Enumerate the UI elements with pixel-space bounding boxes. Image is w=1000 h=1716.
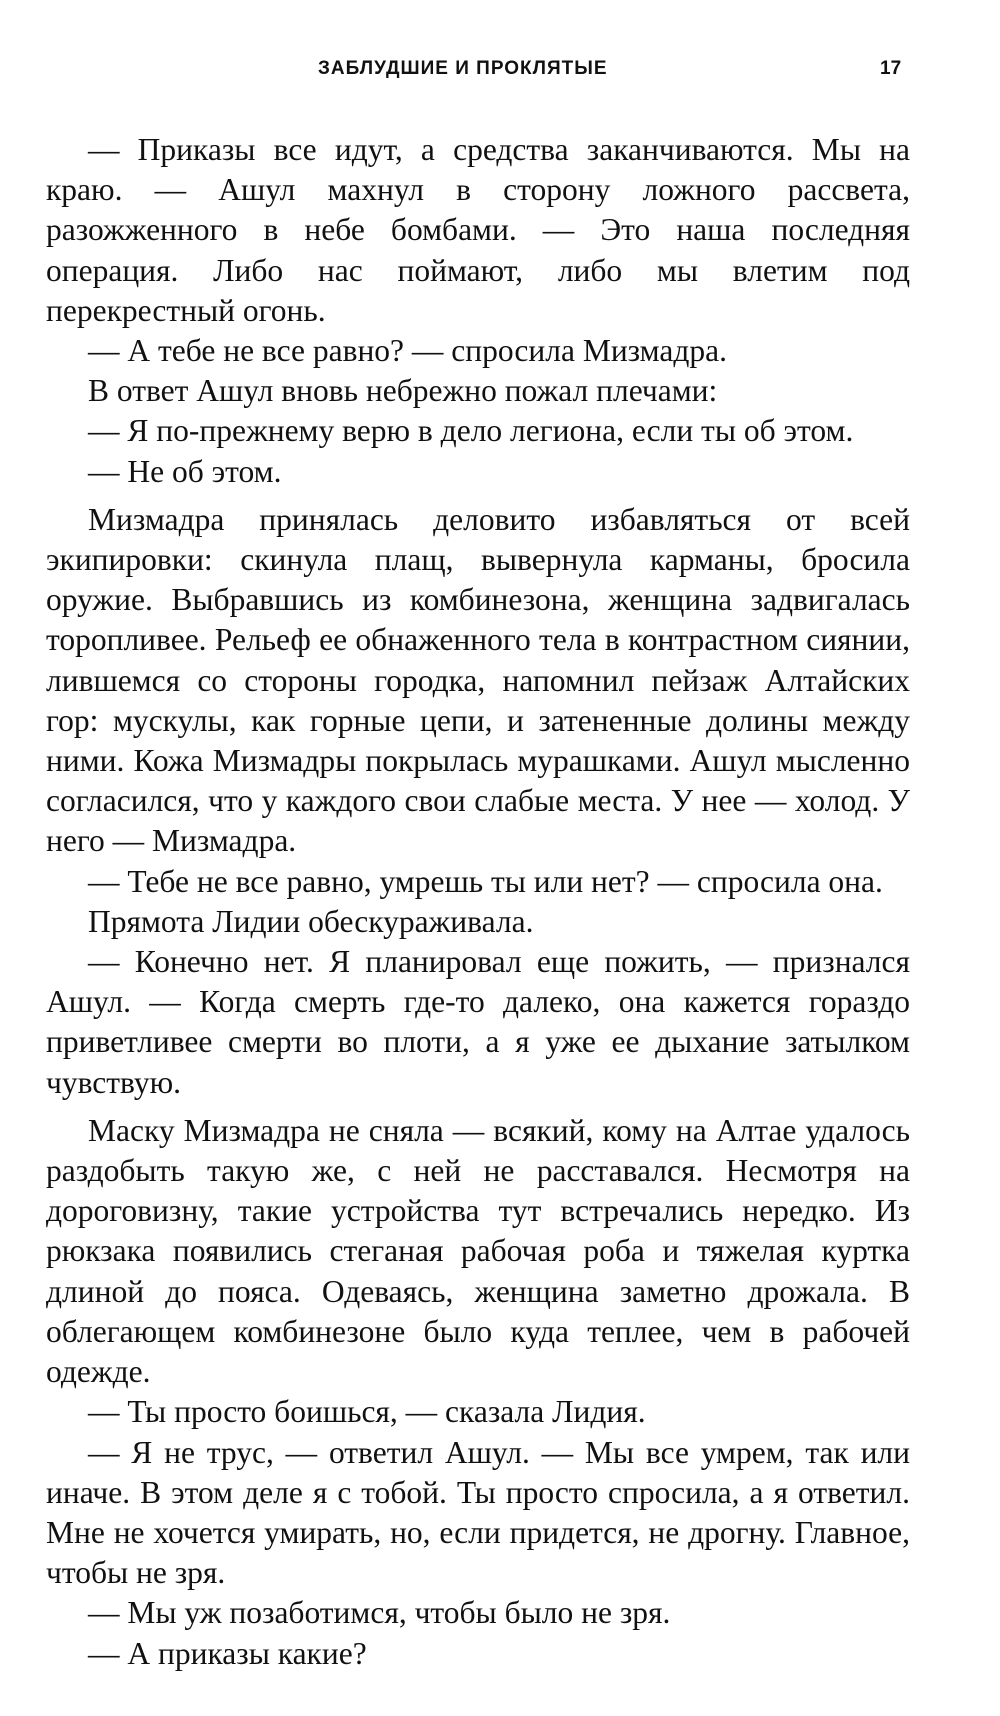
paragraph: Мизмадра принялась деловито избавляться от всей экипировки: скинула плащ, вывернула карманы, бросила оружие. Выбравшись из комбинезона, женщина задвигалась торопливее. Рельеф ее обнаженного тела в контрастном сиянии, лившемся со стороны городка, напомнил пейзаж Алтайских гор: мускулы, как горные цепи, и затененные долины между ними. Кожа Мизмадры покрылась мурашками. Ашул мысленно согласился, что у каждого свои слабые места. У нее — холод. У него — Мизмадра. (46, 501, 910, 859)
paragraph: Прямота Лидии обескураживала. (88, 903, 534, 939)
paragraph: — Мы уж позаботимся, чтобы было не зря. (88, 1595, 671, 1631)
paragraph: — Не об этом. (88, 453, 282, 489)
running-title: ЗАБЛУДШИЕ И ПРОКЛЯТЫЕ (318, 58, 608, 79)
paragraph: — Я не трус, — ответил Ашул. — Мы все умрем, так или иначе. В этом деле я с тобой. Ты просто спросила, а я ответил. Мне не хочется умирать, но, если придется, не дрогну. Главное, чтобы не зря. (46, 1434, 910, 1591)
paragraph: — Ты просто боишься, — сказала Лидия. (88, 1394, 646, 1430)
paragraph: Маску Мизмадра не сняла — всякий, кому на Алтае удалось раздобыть такую же, с ней не расставался. Несмотря на дороговизну, такие устройства тут встречались нередко. Из рюкзака появились стеганая рабочая роба и тяжелая куртка длиной до пояса. Одеваясь, женщина заметно дрожала. В облегающем комбинезоне было куда теплее, чем в рабочей одежде. (46, 1112, 910, 1390)
paragraph: В ответ Ашул вновь небрежно пожал плечами: (88, 373, 718, 409)
paragraph: — А тебе не все равно? — спросила Мизмадра. (88, 333, 728, 369)
paragraph: — Приказы все идут, а средства заканчиваются. Мы на краю. — Ашул махнул в сторону ложного рассвета, разожженного в небе бомбами. — Это наша последняя операция. Либо нас поймают, либо мы влетим под перекрестный огонь. (46, 132, 910, 328)
paragraph: — Конечно нет. Я планировал еще пожить, — признался Ашул. — Когда смерть где-то далеко, она кажется гораздо приветливее смерти во плоти, а я уже ее дыхание затылком чувствую. (46, 944, 910, 1100)
page-number: 17 (880, 58, 902, 79)
paragraph: — А приказы какие? (88, 1635, 367, 1671)
body-text (46, 130, 910, 1674)
paragraph: — Тебе не все равно, умрешь ты или нет? — спросила она. (88, 863, 883, 899)
paragraph: — Я по-прежнему верю в дело легиона, если ты об этом. (88, 413, 854, 449)
